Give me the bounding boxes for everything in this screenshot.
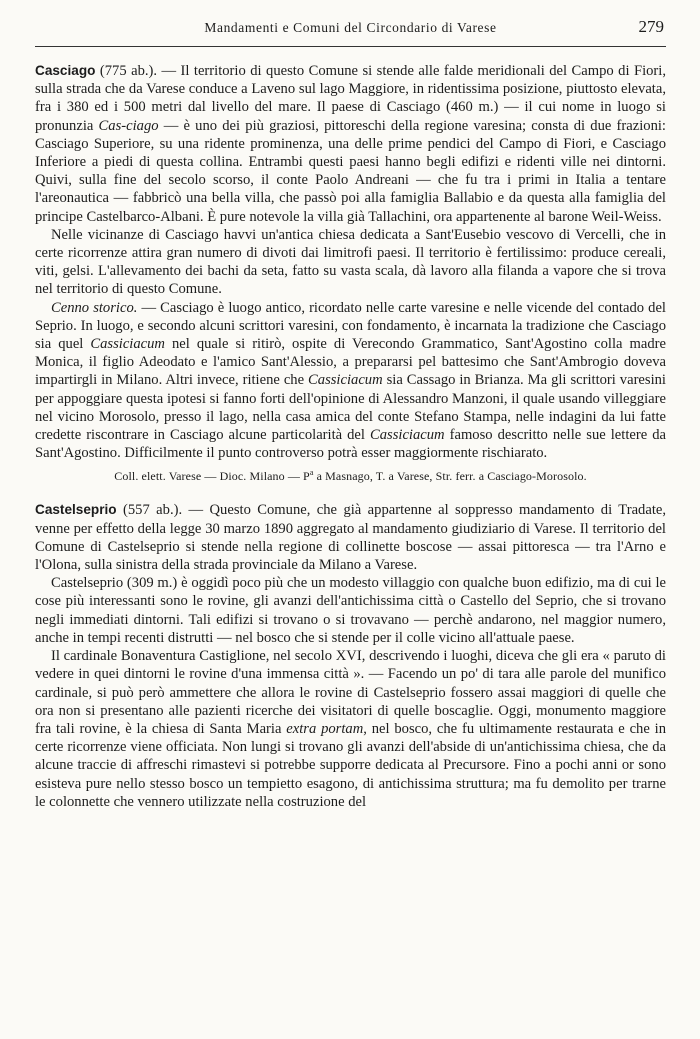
cenno-text-1: — Casciago è luogo antico, ricordato nelle carte varesine e nelle vicende del contado del Seprio. In luogo, e secondo alcuni scrittori varesini, con fondamento, è incarnata la tradizione che Casciago sia quel (35, 299, 666, 353)
cassiciacum-term: Cassiciacum (308, 372, 383, 389)
entry-name-castelseprio: Castelseprio (35, 502, 117, 518)
cenno-text-4: famoso descritto nelle sue lettere da Sant'Agostino. Difficilmente il punto controverso potrà esser maggiormente rischiarato. (35, 427, 666, 462)
cenno-storico-label: Cenno storico. (51, 299, 138, 316)
cenno-text-3: sia Cassago in Brianza. Ma gli scrittori varesini per appoggiare questa ipotesi si fanno forti dell'opinione di Alessandro Manzoni, il quale usando villeggiare nel vicino Morosolo, presso il lago, nella casa amica del conte Stefano Stampa, nelle indagini da lui fatte credette riscontrare in Casciago alcune particolarità del (35, 372, 666, 444)
footer-superscript: a (309, 468, 314, 478)
castelseprio-intro-paragraph (35, 501, 666, 574)
casciago-intro-text: (775 ab.). — Il territorio di questo Comune si stende alle falde meridionali del Campo di Fiori, sulla strada che da Varese conduce a Laveno sul lago Maggiore, in ridentissima posizione, piuttosto elevata, fra i 380 ed i 500 metri dal livello del mare. Il paese di Casciago (460 m.) — il cui nome in luogo si pronunzia (35, 63, 666, 134)
header-title: Mandamenti e Comuni del Circondario di Varese (204, 20, 497, 35)
para3-text-b: , nel bosco, che fu ultimamente restaurata e che in certe ricorrenze viene officiata. Non lungi si trovano gli avanzi dell'abside di un'antichissima chiesa, che da alcune traccie di affreschi rimastevi si potrebbe supporre dedicata al Precursore. Fino a pochi anni or sono esisteva pure nello stesso bosco un tempietto esagono, di antichissima struttura; ma fu demolito per trarne le colonnette che vennero utilizzate nella costruzione del (35, 720, 666, 810)
para3-text-a: Il cardinale Bonaventura Castiglione, nel secolo XVI, descrivendo i luoghi, diceva che gli era « paruto di vedere in quei dintorni le rovine d'una immensa città ». — Facendo un po' di tara alle parole del munifico cardinale, si può però ammettere che allora le rovine di Castelseprio fossero assai maggiori di quelle che ora non si presentano alle pazienti ricerche dei visitatori di quelle boscaglie. Oggi, monumento maggiore fra tali rovine, è la chiesa di Santa Maria (35, 648, 666, 737)
casciago-admin-footer (35, 465, 666, 484)
cenno-text-2: nel quale si ritirò, ospite di Verecondo Grammatico, Sant'Agostino colla madre Monica, il figlio Adeodato e l'amico Sant'Alessio, a prepararsi pel battesimo che Sant'Ambrogio doveva impartirgli in Milano. Altri invece, ritiene che (35, 336, 666, 389)
header-rule (35, 46, 666, 47)
page-body (35, 62, 666, 811)
casciago-pronunciation: Cas-ciago (98, 117, 159, 134)
casciago-intro-cont: — è uno dei più graziosi, pittoreschi della regione varesina; consta di due frazioni: Casciago Superiore, su una ridente prominenza, una delle prime pendici del Campo di Fiori, e Casciago Inferiore a piedi di questa collina. Entrambi questi paesi hanno begli edifizi e ridenti ville nei dintorni. Quivi, sulla fine del secolo scorso, il conte Paolo Andreani — che fu tra i primi in Italia a tentare l'areonautica — fabbricò una bella villa, che passò poi alla famiglia Ballabio e da questa alla famiglia del principe Castelbarco-Albani. È pure notevole la villa già Tallachini, ora appartenente al barone Weil-Weiss. (35, 117, 666, 225)
page-number: 279 (638, 17, 664, 36)
footer-text-b: a Masnago, T. a Varese, Str. ferr. a Casciago-Morosolo. (313, 469, 587, 484)
castelseprio-paragraph-2: Castelseprio (309 m.) è oggidì poco più che un modesto villaggio con qualche buon edifizio, ma di cui le cose più interessanti sono le rovine, gli avanzi dell'antichissima città o Castello del Seprio, che si trovano negli immediati dintorni. Tali edifizi si trovano o si trovavano — perchè andarono, nel maggior numero, anche in tempi recenti distrutti — nel bosco che si stende per il colle vicino all'attuale paese. (35, 575, 666, 646)
entry-name-casciago: Casciago (35, 63, 96, 78)
footer-text-a: Coll. elett. Varese — Dioc. Milano — P (114, 469, 310, 484)
running-header (35, 14, 666, 40)
extra-portam-term: extra portam (286, 720, 364, 737)
castelseprio-paragraph-3 (35, 647, 666, 811)
cassiciacum-term: Cassiciacum (370, 427, 445, 444)
castelseprio-intro-text: (557 ab.). — Questo Comune, che già appartenne al soppresso mandamento di Tradate, venne per effetto della legge 30 marzo 1890 aggregato al mandamento giudiziario di Varese. Il territorio del Comune di Castelseprio si stende nella regione di collinette boscose — assai pittoresca — tra l'Arno e l'Olona, sulla sinistra della strada provinciale da Milano a Varese. (35, 502, 666, 574)
cassiciacum-term: Cassiciacum (90, 336, 165, 353)
casciago-cenno-storico (35, 299, 666, 463)
casciago-paragraph-2: Nelle vicinanze di Casciago havvi un'antica chiesa dedicata a Sant'Eusebio vescovo di Vercelli, che in certe ricorrenze attira gran numero di divoti dai limitrofi paesi. Il territorio è fertilissimo: produce cereali, viti, gelsi. L'allevamento dei bachi da seta, fatto su vasta scala, dà lavoro alla filanda a vapore che si trova nel territorio di questo Comune. (35, 226, 666, 298)
casciago-intro-paragraph (35, 62, 666, 226)
entry-gap (35, 484, 666, 501)
